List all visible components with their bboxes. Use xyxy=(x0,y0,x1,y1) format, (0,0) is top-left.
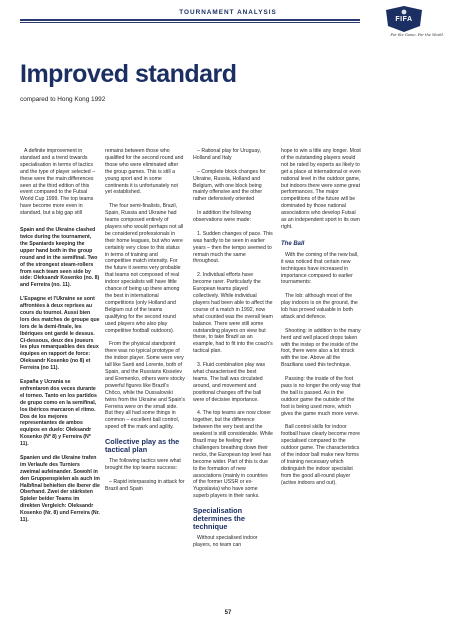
paragraph: A definite improvement in standard and a trend towards specialisation in terms of tactics and the type of player selected – these were the main differences seen at the third edition of this event compared to the Futsal World Cup 1999. The top teams have become more even in standard, but a big gap still xyxy=(20,148,95,217)
paragraph: Without specialised indoor players, no team can xyxy=(193,535,258,548)
list-item: – Rapid interpassing in attack for Brazil and Spain xyxy=(105,478,185,492)
text-column-2 xyxy=(105,148,185,499)
paragraph: The lob: although most of the play indoors is on the ground, the lob has proved valuable in both attack and defence. xyxy=(281,293,358,320)
text-column-3 xyxy=(193,148,273,556)
paragraph: Passing: the inside of the foot pass is no longer the only way that the ball is passed. As in the outdoor game the outside of the foot is being used more, which gives the game much more verve. xyxy=(281,376,361,417)
list-item: 4. The top teams are now closer together, but the difference between the very best and the weakest is still considerable. While Brazil may be feeling their challengers breathing down their necks, the European top level has become wider. Part of this is due to the formation of new associations (mainly in countries of the former USSR or ex-Yugoslavia) who have some superb players in their ranks. xyxy=(193,410,273,500)
section-heading: The Ball xyxy=(281,240,305,247)
list-item: – Rational play for Uruguay, Holland and Italy xyxy=(193,148,261,161)
header-rule xyxy=(20,19,360,21)
page-header xyxy=(0,0,456,38)
photo-caption-french: L'Espagne et l'Ukraine se sont affrontées à deux reprises au cours du tournoi. Aussi bien lors des matches de groupe que lors de la demi-finale, les Ibériques ont gardé le dessus. Ci-dessous, deux des joueurs les plus remarquables des deux équipes en rapport de force: Oleksandr Kosenko (no 8) et Ferreira (no 11). xyxy=(20,296,100,372)
list-item: 2. Individual efforts have become rarer. Particularly the European teams played collectively. While individual players had been able to affect the course of a match in 1992, now what counted was the overall team balance. There were still some outstanding players on view but these, to take Brazil as an example, had to fit into the coach's tactical plan. xyxy=(193,272,273,355)
paragraph: Shooting: in addition to the many herd and well placed drops taken with the instep or the inside of the foot, there were also a lot struck with the toe. Above all the Brazilians used this technique. xyxy=(281,327,361,369)
photo-caption-spanish: España y Ucrania se enfrentaron dos veces durante el torneo. Tanto en los partidos de grupo como en la semifinal, los ibéricos marcaron el ritmo. Dos de los mejores representantes de ambos equipos en duelo: Oleksandr Kosenko (Nº 8) y Ferreira (Nº 11). xyxy=(20,378,97,448)
list-item: 1. Sudden changes of pace. This was hardly to be seen in earlier years – then the tempo seemed to remain much the same throughout. xyxy=(193,230,273,265)
header-rule-thin xyxy=(20,22,360,23)
section-heading: Specialisation determines the technique xyxy=(193,506,245,532)
logo-tagline: For the Game. For the World. xyxy=(390,33,444,37)
paragraph: With the coming of the new ball, it was noticed that certain new techniques have increased in importance compared to earlier tournaments: xyxy=(281,251,359,286)
paragraph: From the physical standpoint there was no typical prototype of the indoor player. Some were very tall like Santi and Lorente, both of Spain, and the Russians Kisselev and Eremenko, others were stocky powerful figures like Brazil's Chôco, while the Oussalovski twins from the Ukraine and Spain's Ferreira were on the small side. But they all had some things in common – excellent ball control, speed off the mark and agility. xyxy=(105,341,185,431)
section-label: TOURNAMENT ANALYSIS xyxy=(179,9,277,16)
photo-caption-english: Spain and the Ukraine clashed twice during the tournament, the Spaniards keeping the upper hand both in the group round and in the semifinal. Two of the strongest steam-rollers from each team seen side by side: Oleksandr Kosenko (no. 8) and Ferreira (no. 11). xyxy=(20,227,100,289)
photo-caption-german: Spanien und die Ukraine trafen im Verlaufe des Turniers zweimal aufeinander. Sowohl in den Gruppenspielen als auch im Halbfinal behielten die Iberer die Oberhand. Zwei der stärksten Spieler beider Teams im direkten Vergleich: Oleksandr Kosenko (Nr. 8) und Ferreira (Nr. 11). xyxy=(20,454,100,524)
paragraph: Ball control skills for indoor football have clearly become more specialised compared to the outdoor game. The characteristics of the indoor ball make new forms of training necessary which distinguish the indoor specialist from the good all-round player (active indoors and out). xyxy=(281,424,361,486)
page-subtitle: compared to Hong Kong 1992 xyxy=(20,96,106,103)
fifa-logo xyxy=(384,6,444,40)
logo-text: FIFA xyxy=(395,16,413,23)
paragraph: remains between those who qualified for the second round and those who were eliminated after the group games. This is still a young sport and in some continents it is unfortunately not yet established. xyxy=(105,148,184,196)
text-column-1 xyxy=(20,148,100,531)
list-item: 3. Fluid combination play was what characterised the best teams. The ball was circulated around, and movement and positional changes off the ball were of decisive importance. xyxy=(193,362,266,403)
list-item: – Complete block changes for Ukraine, Russia, Holland and Belgium, with one block being mainly offensive and the other rather defensively oriented xyxy=(193,168,266,203)
page-number: 57 xyxy=(224,610,232,616)
paragraph: In addition the following observations were made: xyxy=(193,210,252,224)
section-heading: Collective play as the tactical plan xyxy=(105,437,180,455)
paragraph: The four semi-finalists, Brazil, Spain, Russia and Ukraine had teams composed entirely of players who would perhaps not all be considered professionals in their home leagues, but who were certainly very close to this status in terms of training and competitive match intensity. For the future it seems very probable that teams not composed of real indoor specialists will have little chance of being up there among the best in international competitions (only Holland and Belgium out of the teams qualifying for the second round used players who also play competitive football outdoors). xyxy=(105,203,184,334)
page-title: Improved standard xyxy=(20,60,237,88)
text-column-4 xyxy=(281,148,361,493)
paragraph: The following tactics were what brought the top teams success: xyxy=(105,458,181,471)
paragraph: hope to win a title any longer. Most of the outstanding players would not be rated by experts as likely to get a place at international or even national level in the outdoor game, but indoors there were some great performances. The major competitions of the future will be dominated by those national associations who develop Futsal as an independent sport in its own right. xyxy=(281,148,361,230)
